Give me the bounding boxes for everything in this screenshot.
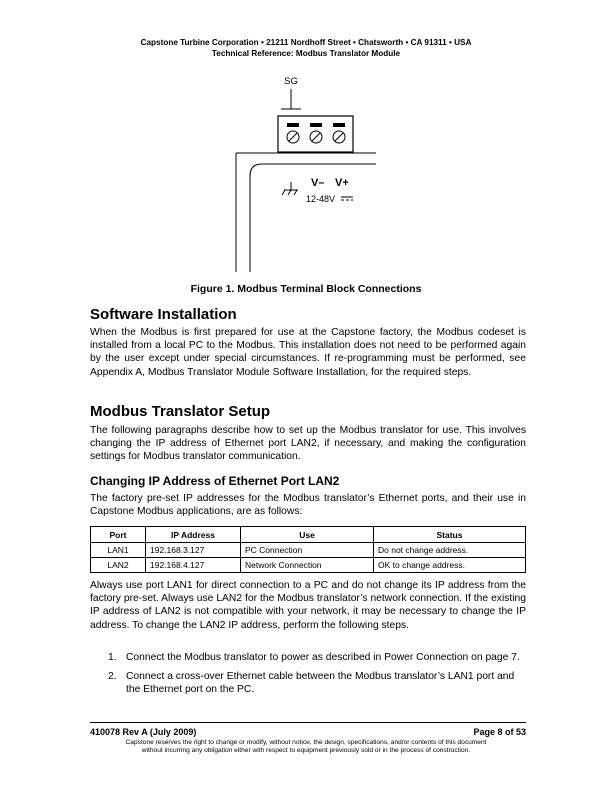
cell-use: PC Connection [241, 543, 374, 558]
terminal-block-figure [0, 0, 612, 300]
table-header-row [91, 527, 526, 543]
step-number: 2. [108, 671, 117, 683]
cell-port: LAN2 [91, 558, 146, 573]
list-item [108, 670, 526, 696]
sg-label: SG [284, 76, 298, 87]
heading-changing-ip: Changing IP Address of Ethernet Port LAN2 [90, 474, 340, 488]
v-plus-label: V+ [335, 177, 349, 189]
screw-1 [287, 131, 299, 143]
step-text: Connect the Modbus translator to power as described in Power Connection on page 7. [126, 652, 520, 663]
table-row [91, 558, 526, 573]
cell-ip-address: 192.168.3.127 [146, 543, 241, 558]
column-header-use: Use [241, 527, 374, 543]
screw-2 [310, 131, 322, 143]
cell-status: Do not change address. [374, 543, 526, 558]
step-number: 1. [108, 652, 117, 663]
chassis-ground-icon [282, 182, 298, 195]
column-header-ip-address: IP Address [146, 527, 241, 543]
paragraph-software-installation: When the Modbus is first prepared for use at the Capstone factory, the Modbus codeset is installed from a local PC to the Modbus. This installation does not need to be performed again by the user except under special circumstances. If re-programming must be performed, see Appendix A, Modbus Translator Module Software Installation, for the required steps. [90, 327, 526, 378]
header-doc-title: Technical Reference: Modbus Translator Module [211, 49, 401, 58]
cell-port: LAN1 [91, 543, 146, 558]
column-header-status: Status [374, 527, 526, 543]
voltage-label: 12-48V [306, 194, 336, 204]
footer-page-number: Page 8 of 53 [473, 727, 526, 737]
screw-3 [333, 131, 345, 143]
terminal-tab-3 [333, 123, 345, 127]
figure-caption: Figure 1. Modbus Terminal Block Connections [190, 283, 422, 295]
ip-address-table [90, 526, 526, 573]
steps-list [108, 651, 526, 703]
paragraph-translator-setup: The following paragraphs describe how to set up the Modbus translator for use. This involves changing the IP address of Ethernet port LAN2, if necessary, and making the configuration settings for Modbus translator communication. [90, 425, 526, 463]
step-text: Connect a cross-over Ethernet cable between the Modbus translator’s LAN1 port and the Ethernet port on the PC. [126, 671, 515, 696]
v-minus-label: V– [311, 177, 325, 189]
heading-software-installation: Software Installation [90, 306, 237, 323]
disclaimer-line-1: Capstone reserves the right to change or modify, without notice, the design, specifications, and/or contents of this document [125, 739, 487, 746]
paragraph-ip-intro: The factory pre-set IP addresses for the Modbus translator’s Ethernet ports, and their use in Capstone Modbus applications, are as follows: [90, 493, 526, 518]
terminal-tab-2 [310, 123, 322, 127]
disclaimer-line-2: without incurring any obligation either with respect to equipment previously sold or in the process of construction. [141, 747, 471, 755]
footer-disclaimer [0, 739, 612, 756]
cell-use: Network Connection [241, 558, 374, 573]
list-item [108, 651, 526, 664]
footer-doc-id: 410078 Rev A (July 2009) [90, 727, 197, 737]
terminal-tab-1 [287, 123, 299, 127]
header-address: Capstone Turbine Corporation • 21211 Nordhoff Street • Chatsworth • CA 91311 • USA [140, 38, 472, 47]
heading-modbus-translator-setup: Modbus Translator Setup [90, 403, 271, 420]
table-row [91, 543, 526, 558]
cell-status: OK to change address. [374, 558, 526, 573]
paragraph-lan-usage: Always use port LAN1 for direct connection to a PC and do not change its IP address from the factory pre-set. Always use LAN2 for the Modbus translator’s network connection. If the existing IP address of LAN2 is not compatible with your network, it may be necessary to change the IP address. To change the LAN2 IP address, perform the following steps. [90, 580, 526, 631]
dc-symbol-icon [341, 197, 353, 200]
column-header-port: Port [91, 527, 146, 543]
footer-rule [90, 722, 526, 723]
cell-ip-address: 192.168.4.127 [146, 558, 241, 573]
